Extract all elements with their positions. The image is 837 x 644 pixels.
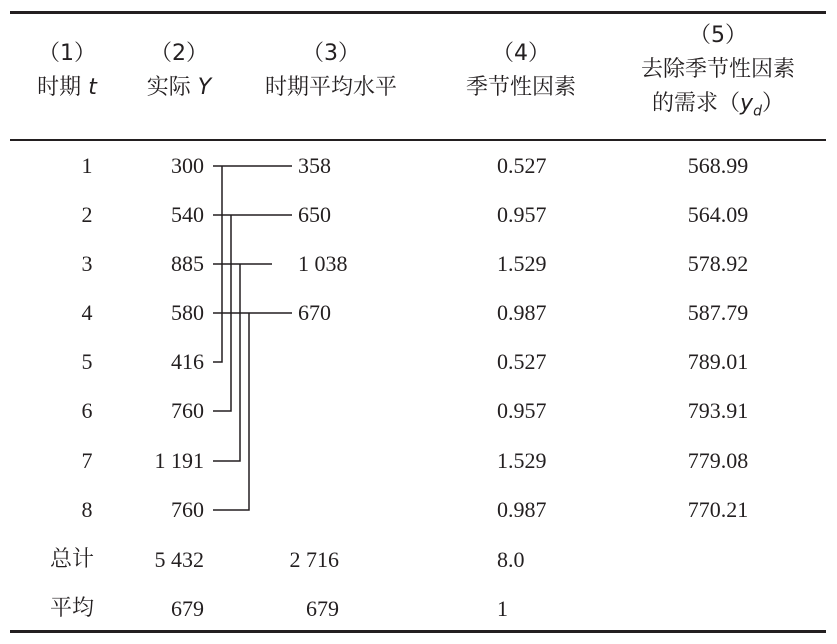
cell-period-average: 650 [298,202,331,227]
cell-actual: 416 [171,349,204,374]
cell-period: 1 [81,153,93,178]
header-period-average-label: 时期平均水平 [264,75,398,100]
cell-actual: 540 [171,202,204,227]
cell-actual: 885 [171,251,204,276]
header-deseasonalized-line2: 的需求$(y_d)$ [652,91,784,120]
cell-actual: 580 [171,300,204,325]
total-seasonal-factor: 8.0 [497,547,525,572]
header-period-num: （1） [38,41,96,66]
header-seasonal-factor-label: 季节性因素 [465,75,577,100]
cell-period: 6 [81,398,93,423]
cell-period: 5 [81,349,93,374]
cell-seasonal-factor: 1.529 [497,251,547,276]
total-actual: 5 432 [154,547,204,572]
cell-deseasonalized-demand: 789.01 [687,349,749,374]
average-seasonal-factor: 1 [497,596,508,621]
cell-actual: 760 [171,497,204,522]
cell-seasonal-factor: 1.529 [497,448,547,473]
cell-seasonal-factor: 0.527 [497,153,547,178]
cell-deseasonalized-demand: 587.79 [687,300,749,325]
cell-period-average: 1 038 [298,251,348,276]
header-deseasonalized-line1: 去除季节性因素 [640,57,796,82]
cell-deseasonalized-demand: 568.99 [687,153,749,178]
total-label: 总计 [49,547,95,572]
average-period-average: 679 [306,596,339,621]
cell-seasonal-factor: 0.957 [497,398,547,423]
total-period-average: 2 716 [289,547,339,572]
cell-actual: 300 [171,153,204,178]
cell-period-average: 670 [298,300,331,325]
cell-deseasonalized-demand: 793.91 [687,398,749,423]
header-deseasonalized-num: （5） [688,23,747,48]
average-actual: 679 [171,596,204,621]
cell-period: 7 [81,448,93,473]
cell-period: 2 [81,202,93,227]
cell-period-average: 358 [298,153,331,178]
average-label: 平均 [49,596,95,621]
cell-period: 3 [81,251,93,276]
cell-period: 4 [81,300,93,325]
cell-period: 8 [81,497,93,522]
cell-actual: 760 [171,398,204,423]
header-actual-label: 实际 Y [146,75,212,100]
cell-seasonal-factor: 0.987 [497,300,547,325]
header-seasonal-factor-num: （4） [491,41,550,66]
header-period-average-num: （3） [301,41,360,66]
cell-seasonal-factor: 0.527 [497,349,547,374]
cell-seasonal-factor: 0.957 [497,202,547,227]
cell-deseasonalized-demand: 779.08 [687,448,749,473]
cell-seasonal-factor: 0.987 [497,497,547,522]
cell-actual: 1 191 [154,448,204,473]
cell-deseasonalized-demand: 770.21 [687,497,749,522]
header-period-label: 时期 t [37,75,97,100]
header-actual-num: （2） [150,41,208,66]
cell-deseasonalized-demand: 578.92 [687,251,749,276]
cell-deseasonalized-demand: 564.09 [687,202,749,227]
